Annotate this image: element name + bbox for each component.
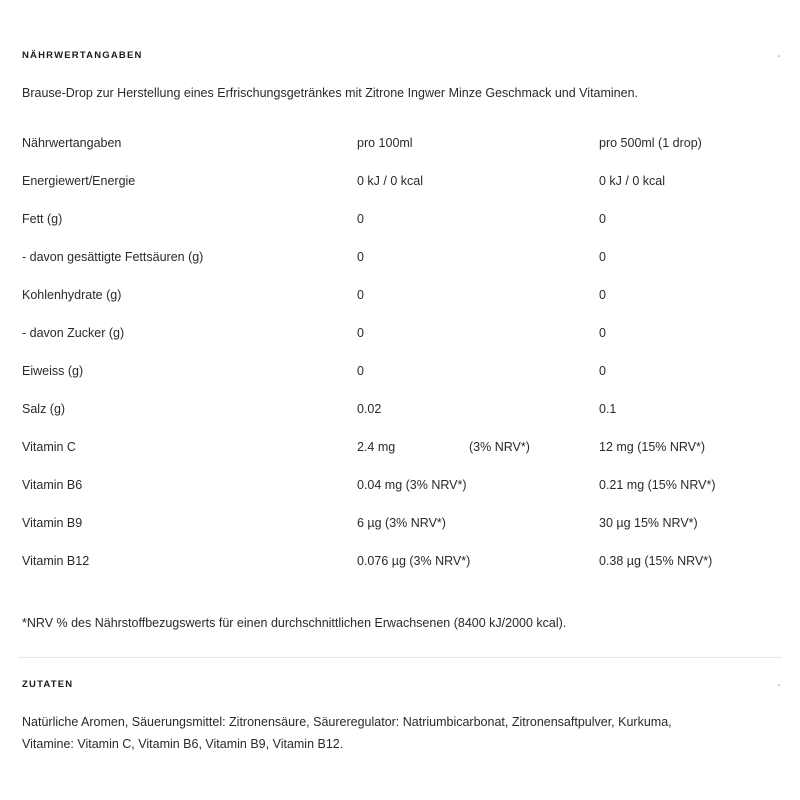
nrv-footnote: *NRV % des Nährstoffbezugswerts für einen durchschnittlichen Erwachsenen (8400 kJ/2000 kcal). (22, 616, 567, 630)
value-per-500ml: 0.1 (599, 402, 617, 416)
value-per-500ml: 0 (599, 288, 606, 302)
nutrition-heading: NÄHRWERTANGABEN (22, 50, 143, 61)
value-per-500ml: 12 mg (15% NRV*) (599, 440, 706, 454)
ingredients-heading: ZUTATEN (22, 679, 74, 690)
nutrient-name: Vitamin B9 (22, 516, 83, 530)
value-per-100ml: 0 (357, 212, 364, 226)
nutrient-name: Fett (g) (22, 212, 63, 226)
header-cell: Nährwertangaben (22, 136, 122, 150)
collapse-icon[interactable]: - (777, 679, 782, 691)
value-per-500ml: 0 (599, 250, 606, 264)
value-per-500ml: 0 (599, 326, 606, 340)
nutrient-name: Vitamin B6 (22, 478, 83, 492)
table-row (22, 314, 799, 352)
table-row (22, 200, 799, 238)
table-row (22, 352, 799, 390)
value-per-100ml: 0.04 mg (3% NRV*) (357, 478, 467, 492)
collapse-icon[interactable]: - (777, 50, 782, 62)
value-per-500ml: 30 µg 15% NRV*) (599, 516, 698, 530)
product-description: Brause-Drop zur Herstellung eines Erfrischungsgetränkes mit Zitrone Ingwer Minze Geschmack und Vitaminen. (22, 86, 639, 100)
value-per-500ml: 0 (599, 364, 606, 378)
ingredients-text (22, 711, 782, 755)
value-per-500ml: 0 kJ / 0 kcal (599, 174, 665, 188)
nutrient-name: - davon gesättigte Fettsäuren (g) (22, 250, 204, 264)
table-row (22, 466, 799, 504)
value-per-100ml: 0 kJ / 0 kcal (357, 174, 423, 188)
header-cell: pro 500ml (1 drop) (599, 136, 702, 150)
nutrient-name: Vitamin B12 (22, 554, 90, 568)
value-per-100ml: 0 (357, 288, 364, 302)
nutrient-name: Salz (g) (22, 402, 66, 416)
ingredients-line: Vitamine: Vitamin C, Vitamin B6, Vitamin B9, Vitamin B12. (22, 737, 344, 751)
value-per-100ml: 0 (357, 364, 364, 378)
value-per-100ml: 0 (357, 326, 364, 340)
ingredients-line: Natürliche Aromen, Säuerungsmittel: Zitronensäure, Säureregulator: Natriumbicarbonat, Zitronensaftpulver, Kurkuma, (22, 715, 672, 729)
table-row (22, 542, 799, 580)
nutrition-table (22, 124, 799, 580)
nutrition-section-header[interactable] (22, 50, 782, 61)
value-per-100ml: 2.4 mg (357, 440, 396, 454)
value-per-100ml-cell (357, 428, 599, 466)
nutrient-name: Energiewert/Energie (22, 174, 136, 188)
nrv-per-100ml: (3% NRV*) (469, 440, 530, 454)
header-cell: pro 100ml (357, 136, 413, 150)
table-row (22, 162, 799, 200)
nutrient-name: - davon Zucker (g) (22, 326, 125, 340)
ingredients-section-header[interactable] (22, 679, 782, 690)
table-row (22, 390, 799, 428)
section-divider (18, 657, 782, 658)
value-per-100ml: 0.076 µg (3% NRV*) (357, 554, 471, 568)
nutrient-name: Kohlenhydrate (g) (22, 288, 122, 302)
table-row (22, 428, 799, 466)
value-per-500ml: 0 (599, 212, 606, 226)
nutrient-name: Vitamin C (22, 440, 76, 454)
table-row (22, 238, 799, 276)
value-per-100ml: 0.02 (357, 402, 382, 416)
nutrient-name: Eiweiss (g) (22, 364, 84, 378)
value-per-500ml: 0.21 mg (15% NRV*) (599, 478, 716, 492)
table-header-row (22, 124, 799, 162)
table-row (22, 276, 799, 314)
value-per-100ml: 0 (357, 250, 364, 264)
table-row (22, 504, 799, 542)
value-per-100ml: 6 µg (3% NRV*) (357, 516, 446, 530)
value-per-500ml: 0.38 µg (15% NRV*) (599, 554, 713, 568)
